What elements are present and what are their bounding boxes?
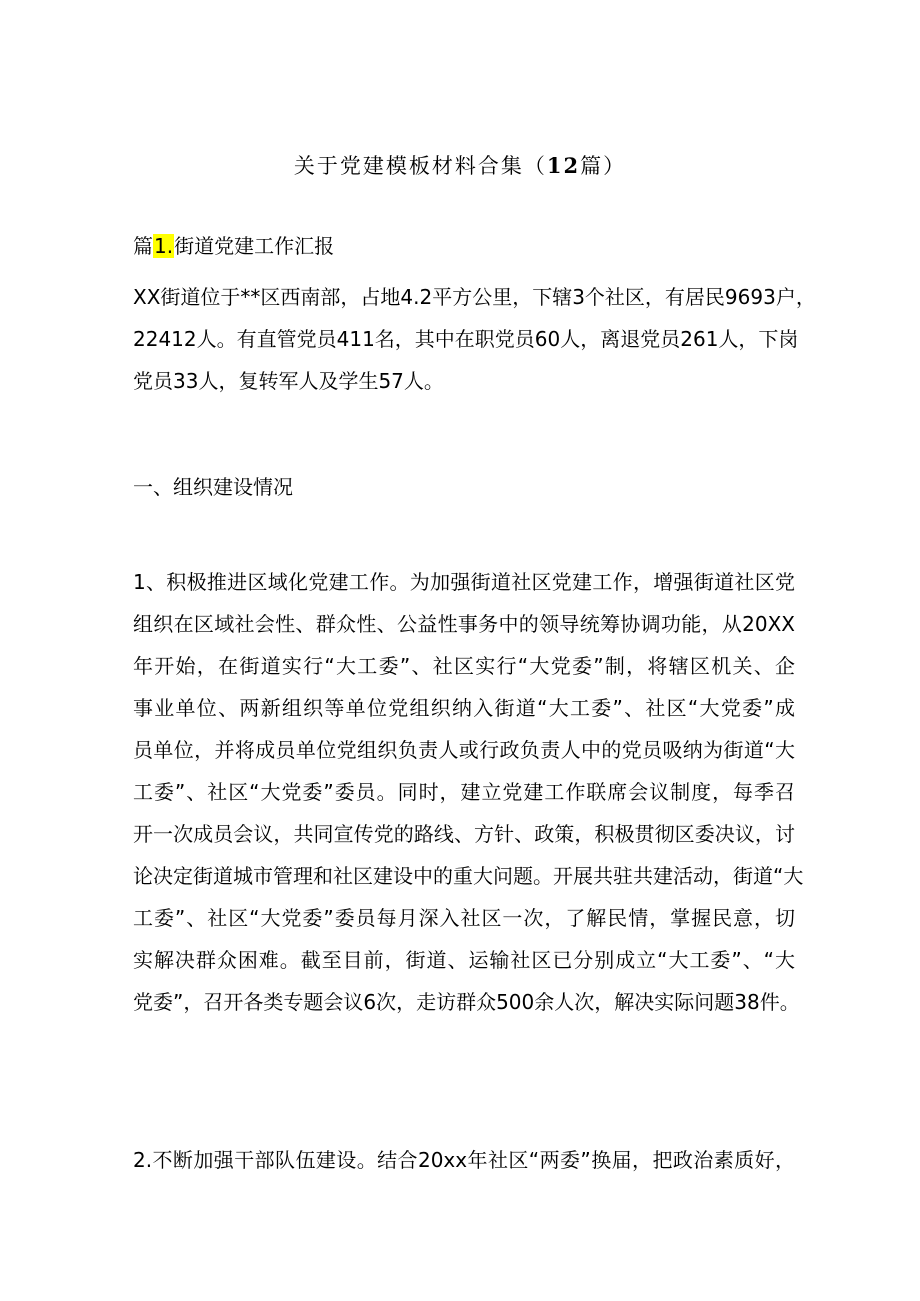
section-heading: 一、组织建设情况 bbox=[133, 475, 293, 499]
highlighted-number: 1. bbox=[154, 234, 174, 258]
intro-line: XX街道位于**区西南部，占地4.2平方公里，下辖3个社区，有居民9693户， bbox=[133, 285, 816, 309]
intro-paragraph bbox=[133, 276, 816, 402]
paragraph-line: 组织在区域社会性、群众性、公益性事务中的领导统筹协调功能，从20XX bbox=[133, 612, 795, 636]
paragraph-line: 事业单位、两新组织等单位党组织纳入街道“大工委”、社区“大党委”成 bbox=[133, 696, 795, 720]
paragraph-line: 年开始，在街道实行“大工委”、社区实行“大党委”制，将辖区机关、企 bbox=[133, 654, 795, 678]
paragraph-line: 1、积极推进区域化党建工作。为加强街道社区党建工作，增强街道社区党 bbox=[133, 570, 795, 594]
article-heading bbox=[133, 226, 795, 266]
title-tail: 篇） bbox=[580, 154, 627, 178]
article-prefix: 篇 bbox=[133, 234, 153, 258]
paragraph-line: 2.不断加强干部队伍建设。结合20xx年社区“两委”换届，把政治素质好， bbox=[133, 1148, 795, 1172]
paragraph-1 bbox=[133, 561, 804, 1023]
intro-line: 22412人。有直管党员411名，其中在职党员60人，离退党员261人，下岗 bbox=[133, 327, 799, 351]
paragraph-line: 论决定街道城市管理和社区建设中的重大问题。开展共驻共建活动，街道“大 bbox=[133, 864, 804, 888]
title-main: 关于党建模板材料合集（ bbox=[293, 154, 547, 178]
paragraph-line: 党委”，召开各类专题会议6次，走访群众500余人次，解决实际问题38件。 bbox=[133, 990, 800, 1014]
paragraph-line: 开一次成员会议，共同宣传党的路线、方针、政策，积极贯彻区委决议，讨 bbox=[133, 822, 795, 846]
intro-line: 党员33人，复转军人及学生57人。 bbox=[133, 369, 444, 393]
paragraph-line: 工委”、社区“大党委”委员。同时，建立党建工作联席会议制度，每季召 bbox=[133, 780, 795, 804]
document-title bbox=[0, 150, 920, 180]
paragraph-line: 员单位，并将成员单位党组织负责人或行政负责人中的党员吸纳为街道“大 bbox=[133, 738, 795, 762]
paragraph-line: 实解决群众困难。截至目前，街道、运输社区已分别成立“大工委”、“大 bbox=[133, 948, 795, 972]
title-count: 12 bbox=[546, 153, 581, 178]
paragraph-2 bbox=[133, 1139, 795, 1181]
paragraph-line: 工委”、社区“大党委”委员每月深入社区一次，了解民情，掌握民意，切 bbox=[133, 906, 795, 930]
article-heading-text: 街道党建工作汇报 bbox=[174, 234, 335, 258]
